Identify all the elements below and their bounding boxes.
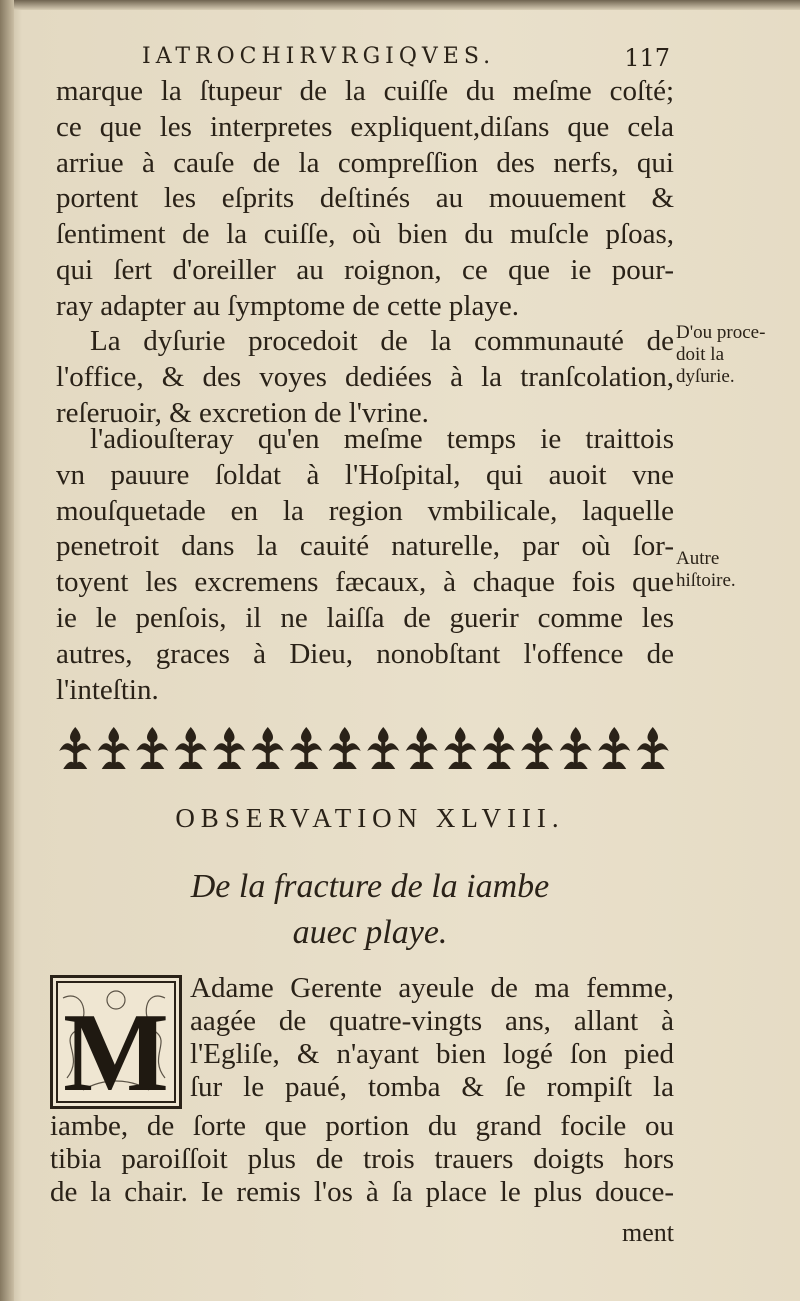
observation-title <box>110 864 630 956</box>
fleuron-icon <box>560 727 592 769</box>
page-top-shadow <box>0 0 800 10</box>
fleuron-icon <box>290 727 322 769</box>
initial-letter: M <box>63 991 169 1106</box>
title-line: De la fracture de la iambe <box>190 868 550 905</box>
fleuron-icon <box>598 727 630 769</box>
running-head: IATROCHIRVRGIQVES. <box>142 44 496 69</box>
text-line: toyent les excremens fæcaux, à chaque fois que <box>56 566 674 599</box>
text-line: ſur le paué, tomba & ſe rompiſt la <box>190 1071 674 1103</box>
margin-note: D'ou proce- doit la dyſurie. <box>676 322 766 387</box>
fleuron-icon <box>444 727 476 769</box>
text-line: mouſquetade en la region vmbilicale, laquelle <box>56 494 674 527</box>
text-line: ce que les interpretes expliquent,diſans que cela <box>56 110 674 143</box>
text-line: portent les eſprits deſtinés au mouuement & <box>56 182 674 215</box>
fleuron-icon <box>252 727 284 769</box>
text-line: ſentiment de la cuiſſe, où bien du muſcle pſoas, <box>56 218 674 251</box>
fleuron-icon <box>98 727 130 769</box>
text-line: arriue à cauſe de la compreſſion des nerfs, qui <box>56 146 674 179</box>
text-line: autres, graces à Dieu, nonobſtant l'offence de <box>56 637 674 670</box>
observation-heading: OBSERVATION XLVIII. <box>175 803 565 833</box>
fleuron-icon <box>136 727 168 769</box>
margin-note: Autre hiſtoire. <box>676 548 736 591</box>
text-line: reſeruoir, & excretion de l'vrine. <box>56 396 429 429</box>
fleuron-icon <box>483 727 515 769</box>
text-line: l'office, & des voyes dediées à la tranſcolation, <box>56 360 674 393</box>
text-line: l'adiouſteray qu'en meſme temps ie traittois <box>90 423 674 455</box>
text-line: vn pauure ſoldat à l'Hoſpital, qui auoit vne <box>56 458 674 491</box>
paragraph-1 <box>56 74 674 325</box>
page-gutter-shadow <box>0 0 14 1301</box>
catchword: ment <box>622 1218 674 1247</box>
paragraph-3 <box>56 422 674 708</box>
text-line: ie le penſois, il ne laiſſa de guerir comme les <box>56 601 674 634</box>
fleuron-icon <box>59 727 91 769</box>
text-line: penetroit dans la cauité naturelle, par où ſor- <box>56 530 674 563</box>
page-number: 117 <box>624 44 670 72</box>
paragraph-4-beside-initial <box>190 972 674 1104</box>
fleuron-icon <box>637 727 669 769</box>
fleuron-icon <box>329 727 361 769</box>
text-line: aagée de quatre-vingts ans, allant à <box>190 1005 674 1037</box>
text-line: l'Egliſe, & n'ayant bien logé ſon pied <box>190 1038 674 1070</box>
fleuron-ornament-band <box>56 724 672 774</box>
fleuron-icon <box>521 727 553 769</box>
text-line: l'inteſtin. <box>56 673 159 706</box>
paragraph-2 <box>56 324 674 431</box>
fleuron-icon <box>406 727 438 769</box>
text-line: Adame Gerente ayeule de ma femme, <box>190 972 674 1004</box>
text-line: de la chair. Ie remis l'os à ſa place le plus douce- <box>50 1176 674 1208</box>
text-line: iambe, de ſorte que portion du grand focile ou <box>50 1110 674 1142</box>
initial-ornament-icon <box>53 978 179 1106</box>
title-line: auec playe. <box>292 914 448 951</box>
text-line: ray adapter au ſymptome de cette playe. <box>56 289 519 322</box>
text-line: marque la ſtupeur de la cuiſſe du meſme coſté; <box>56 75 674 107</box>
fleuron-icon <box>175 727 207 769</box>
decorated-initial-m <box>50 975 182 1109</box>
fleuron-icon <box>213 727 245 769</box>
text-line: La dyſurie procedoit de la communauté de <box>90 325 674 357</box>
fleuron-icon <box>367 727 399 769</box>
text-line: tibia paroiſſoit plus de trois trauers doigts hors <box>50 1143 674 1175</box>
text-line: qui ſert d'oreiller au roignon, ce que ie pour- <box>56 253 674 286</box>
paragraph-4-continued <box>50 1110 674 1209</box>
